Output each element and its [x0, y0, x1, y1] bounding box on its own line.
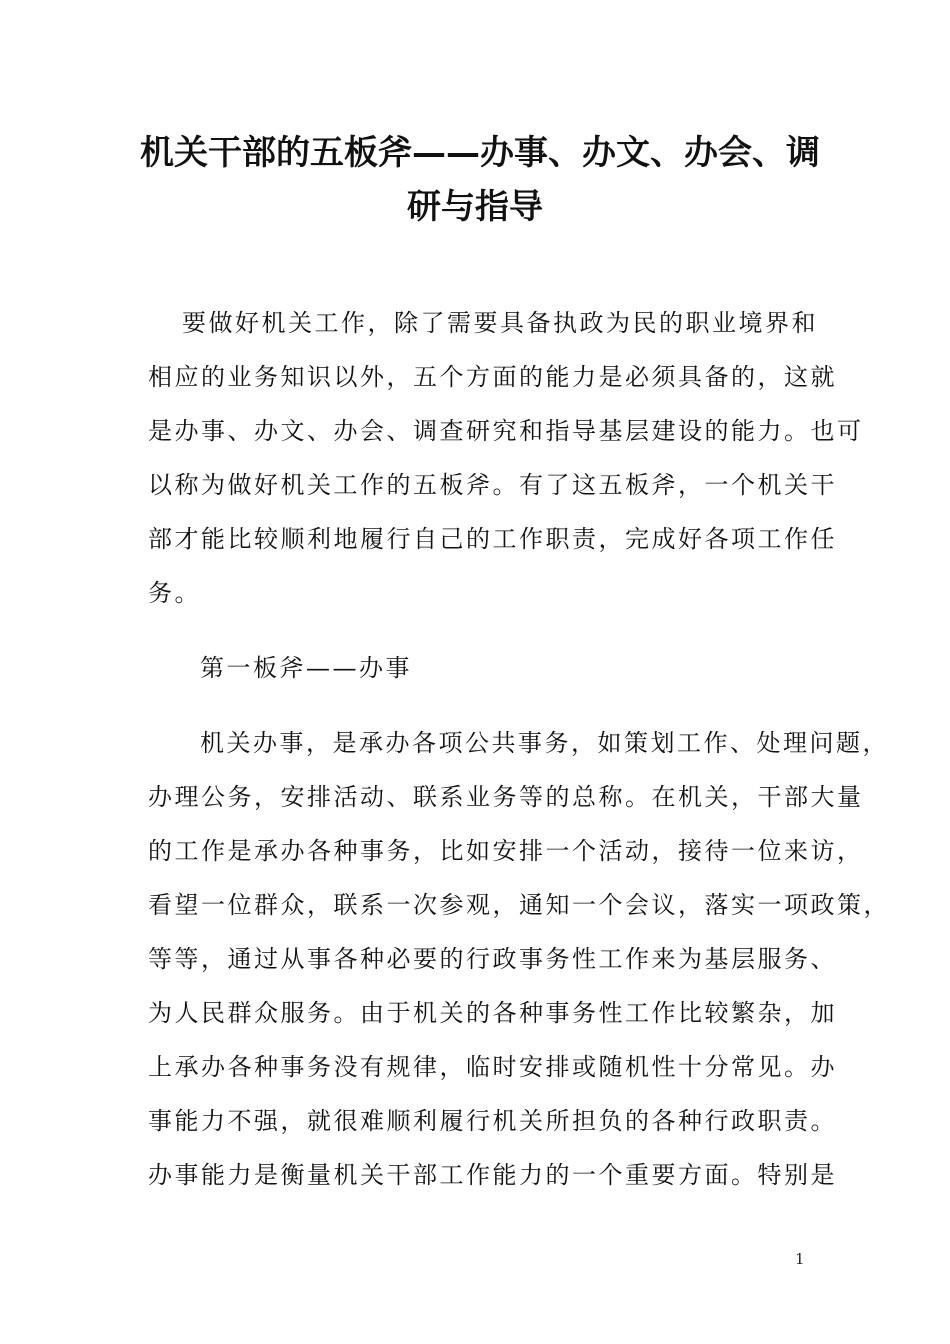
paragraph-line: 上承办各种事务没有规律，临时安排或随机性十分常见。办 — [148, 1053, 837, 1081]
paragraph-line: 要做好机关工作，除了需要具备执政为民的职业境界和 — [182, 309, 818, 337]
paragraph-line: 的工作是承办各种事务，比如安排一个活动，接待一位来访， — [148, 837, 864, 865]
paragraph-line: 为人民群众服务。由于机关的各种事务性工作比较繁杂，加 — [148, 999, 837, 1027]
paragraph-line: 办事能力是衡量机关干部工作能力的一个重要方面。特别是 — [148, 1161, 837, 1189]
paragraph-line: 事能力不强，就很难顺利履行机关所担负的各种行政职责。 — [148, 1107, 837, 1135]
title-line: 机关干部的五板斧——办事、办文、办会、调 — [140, 133, 820, 173]
section-heading — [148, 641, 810, 695]
section-heading-text: 第一板斧——办事 — [200, 654, 412, 682]
section-paragraph — [148, 716, 890, 1202]
paragraph-line: 看望一位群众，联系一次参观，通知一个会议，落实一项政策， — [148, 891, 890, 919]
paragraph-line: 部才能比较顺利地履行自己的工作职责，完成好各项工作任 — [148, 525, 837, 553]
paragraph-line: 等等，通过从事各种必要的行政事务性工作来为基层服务、 — [148, 945, 837, 973]
title-line: 研与指导 — [407, 187, 543, 227]
paragraph-spacer — [148, 620, 810, 641]
document-body — [148, 296, 890, 1202]
paragraph-line: 相应的业务知识以外，五个方面的能力是必须具备的，这就 — [148, 363, 837, 391]
paragraph-line: 办理公务，安排活动、联系业务等的总称。在机关，干部大量 — [148, 783, 864, 811]
paragraph-line: 以称为做好机关工作的五板斧。有了这五板斧，一个机关干 — [148, 471, 837, 499]
paragraph-line: 务。 — [148, 579, 201, 607]
paragraph-spacer — [148, 695, 810, 716]
page-number: 1 — [795, 1250, 805, 1268]
intro-paragraph — [148, 296, 864, 620]
paragraph-line: 是办事、办文、办会、调查研究和指导基层建设的能力。也可 — [148, 417, 864, 445]
paragraph-line: 机关办事，是承办各项公共事务，如策划工作、处理问题， — [200, 729, 889, 757]
document-title — [140, 126, 820, 234]
